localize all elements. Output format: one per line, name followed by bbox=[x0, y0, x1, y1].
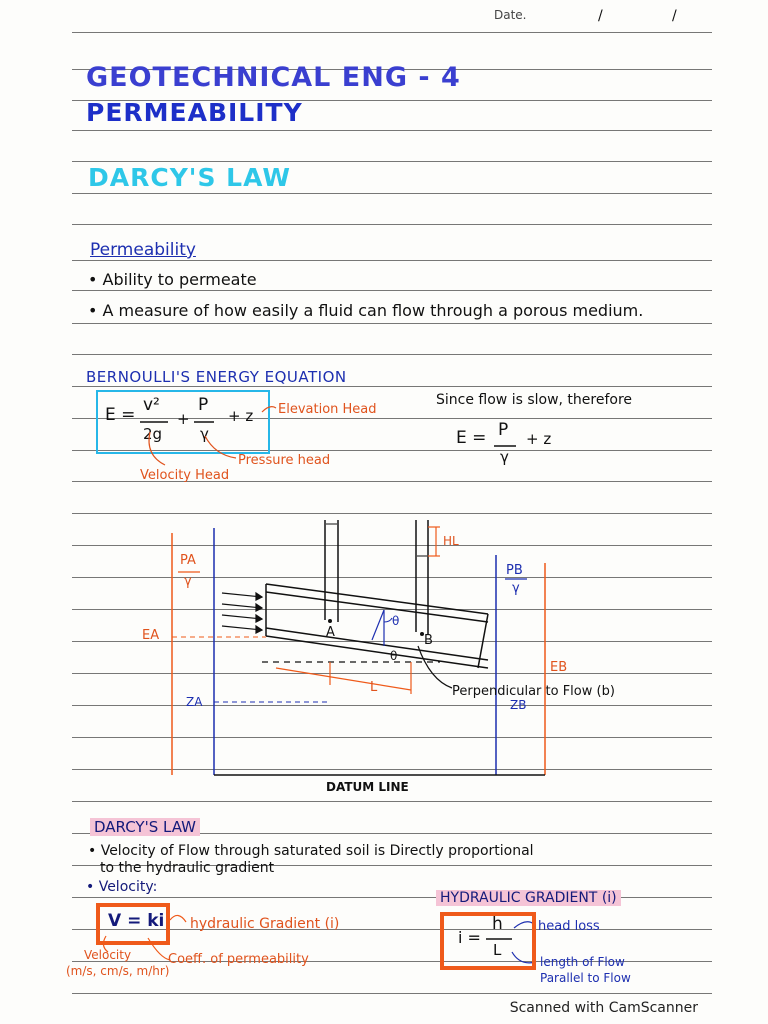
head-loss-label: head loss bbox=[538, 919, 600, 934]
l-label: L bbox=[370, 680, 378, 695]
hydraulic-gradient-box bbox=[440, 912, 536, 970]
scanner-watermark: Scanned with CamScanner bbox=[509, 1000, 698, 1016]
slow-eq-gamma: γ bbox=[500, 448, 509, 466]
darcy-heading: DARCY'S LAW bbox=[90, 818, 200, 836]
date-separator: / bbox=[598, 8, 603, 24]
pipe-top bbox=[266, 584, 488, 614]
elevation-head-label: Elevation Head bbox=[278, 402, 377, 417]
date-label: Date. bbox=[494, 8, 527, 22]
datum-line-label: DATUM LINE bbox=[326, 780, 409, 794]
course-title: GEOTECHNICAL ENG - 4 bbox=[86, 62, 461, 93]
ea-label: EA bbox=[142, 628, 160, 643]
eq-E: E = bbox=[105, 405, 136, 425]
hl-label: HL bbox=[443, 534, 459, 548]
permeability-bullet: • A measure of how easily a fluid can flow through a porous medium. bbox=[88, 301, 644, 320]
pipe-top-inner bbox=[266, 592, 488, 622]
l-dimension bbox=[276, 668, 411, 690]
theta-label: θ bbox=[390, 649, 398, 663]
pipe-bottom-inner bbox=[266, 636, 488, 668]
velocity-units: (m/s, cm/s, m/hr) bbox=[66, 964, 170, 978]
section-title: DARCY'S LAW bbox=[88, 163, 291, 192]
b-label: B bbox=[424, 633, 433, 648]
gradient-pointer bbox=[170, 915, 186, 922]
eq-plus: + bbox=[177, 410, 190, 428]
slow-eq-plus-z: + z bbox=[526, 430, 552, 448]
elevation-pointer bbox=[262, 407, 276, 412]
perp-ref bbox=[372, 610, 384, 640]
length-of-flow-label: length of Flow bbox=[540, 955, 625, 969]
hydraulic-gradient-heading: HYDRAULIC GRADIENT (i) bbox=[436, 890, 621, 906]
parallel-to-flow-label: Parallel to Flow bbox=[540, 971, 631, 985]
eq-v2: v² bbox=[143, 395, 160, 415]
flow-arrows bbox=[222, 593, 262, 633]
topic-title: PERMEABILITY bbox=[86, 98, 303, 127]
slow-eq-E: E = bbox=[456, 428, 487, 448]
a-label: A bbox=[326, 625, 335, 640]
za-label: ZA bbox=[186, 695, 203, 709]
pb-label: PB bbox=[506, 563, 523, 578]
coeff-permeability-label: Coeff. of permeability bbox=[168, 952, 309, 967]
date-separator: / bbox=[672, 8, 677, 24]
pa-label: PA bbox=[180, 553, 196, 568]
velocity-heading: • Velocity: bbox=[86, 879, 158, 895]
slow-eq-P: P bbox=[498, 420, 509, 440]
darcy-formula: V = ki bbox=[108, 911, 165, 931]
darcy-definition-cont: to the hydraulic gradient bbox=[100, 860, 275, 876]
hg-L: L bbox=[493, 941, 502, 959]
permeability-heading: Permeability bbox=[90, 240, 196, 260]
slow-flow-note: Since flow is slow, therefore bbox=[436, 392, 633, 408]
pa-gamma: γ bbox=[184, 574, 192, 589]
pb-gamma: γ bbox=[512, 581, 520, 596]
hydraulic-gradient-label: hydraulic Gradient (i) bbox=[190, 916, 340, 932]
bernoulli-heading: BERNOULLI'S ENERGY EQUATION bbox=[86, 368, 347, 386]
velocity-head-label: Velocity Head bbox=[140, 468, 230, 483]
darcy-definition: • Velocity of Flow through saturated soil is Directly proportional bbox=[88, 843, 534, 859]
zb-label: ZB bbox=[510, 698, 527, 712]
eq-2g: 2g bbox=[143, 425, 163, 443]
hg-h: h bbox=[492, 914, 503, 934]
pipe-bottom bbox=[266, 628, 488, 660]
permeability-bullet: • Ability to permeate bbox=[88, 270, 257, 289]
velocity-pointer bbox=[149, 432, 165, 465]
theta-label: θ bbox=[392, 614, 400, 628]
eq-gamma: γ bbox=[200, 425, 209, 443]
theta-arc bbox=[384, 618, 392, 622]
eb-label: EB bbox=[550, 660, 568, 675]
eq-plus-z: + z bbox=[228, 407, 254, 425]
pressure-head-label: Pressure head bbox=[238, 453, 331, 468]
hg-i: i = bbox=[458, 928, 481, 947]
perpendicular-label: Perpendicular to Flow (b) bbox=[452, 684, 615, 699]
eq-P: P bbox=[198, 395, 209, 415]
pressure-pointer bbox=[205, 436, 236, 458]
velocity-label: Velocity bbox=[84, 948, 132, 962]
point-a bbox=[328, 619, 332, 623]
